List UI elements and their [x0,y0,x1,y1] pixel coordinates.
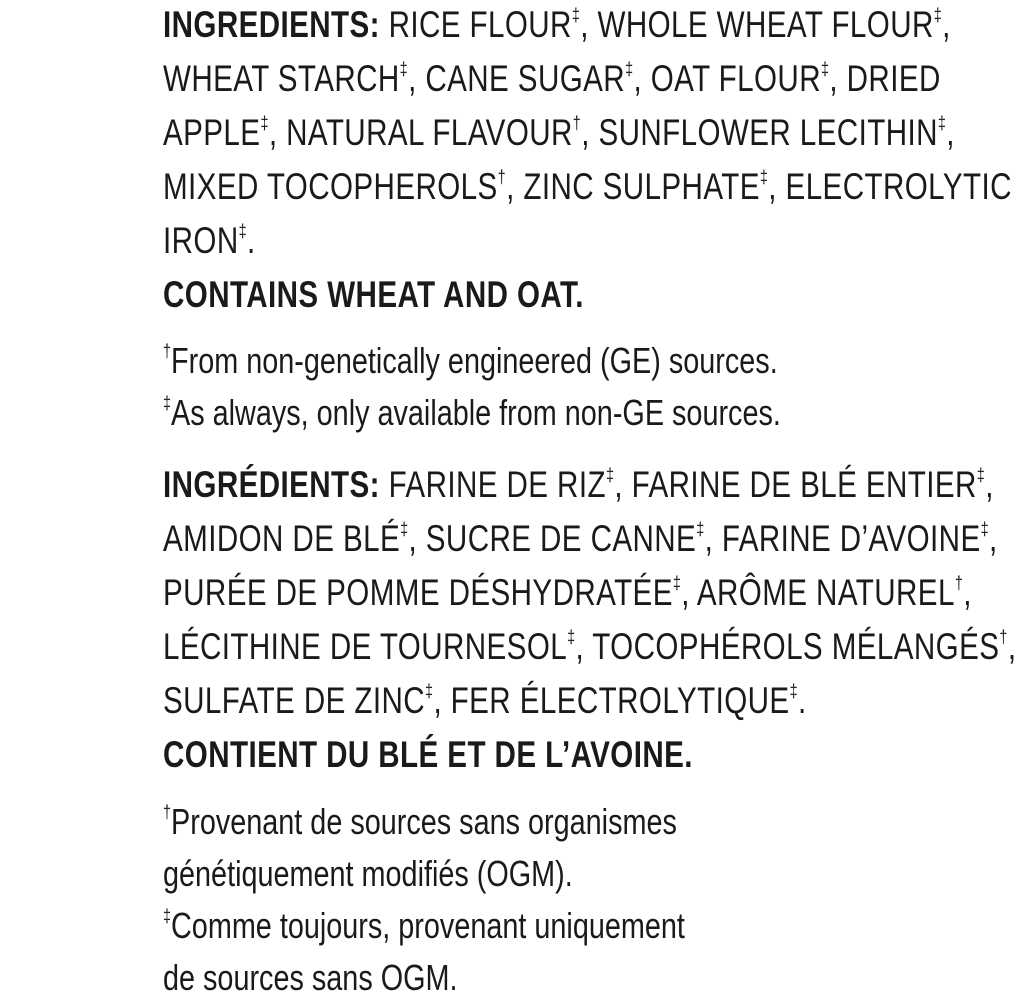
dagger-mark: † [163,802,172,822]
ingredient-text: , [985,464,994,505]
contains-statement-en: CONTAINS WHEAT AND OAT. [163,274,584,315]
footnotes-en [163,334,843,438]
ingredient-text: , SUCRE DE CANNE [408,518,697,559]
double-dagger-mark: ‡ [672,573,682,593]
ingredient-text: , [989,518,998,559]
ingredient-text: LÉCITHINE DE TOURNESOL [163,626,568,667]
ingredient-text: WHEAT STARCH [163,58,400,99]
ingredient-text: , [963,572,972,613]
double-dagger-mark: ‡ [425,681,434,701]
footnote-ddagger-text: As always, only available from non-GE sources. [171,392,781,433]
double-dagger-mark: ‡ [567,627,576,647]
double-dagger-mark: ‡ [399,59,409,79]
double-dagger-mark: ‡ [260,113,269,133]
ingredient-text: . [247,220,256,261]
dagger-mark: † [572,113,582,133]
ingredients-en-line [163,214,843,268]
ingredient-text: , FARINE DE BLÉ ENTIER [614,464,977,505]
footnote-dagger-text-line1: Provenant de sources sans organismes [171,801,677,842]
ingredient-text: , WHOLE WHEAT FLOUR [580,4,934,45]
footnote-dagger-en [163,334,843,386]
footnote-dagger-fr [163,795,843,847]
ingredient-text: , DRIED [829,58,941,99]
ingredients-en-line [163,0,951,52]
ingredients-heading-fr: INGRÉDIENTS: [163,464,380,505]
double-dagger-mark: ‡ [625,59,634,79]
ingredient-text: , [942,4,951,45]
ingredients-fr-line-content [380,464,994,505]
double-dagger-mark: ‡ [759,167,769,187]
double-dagger-mark: ‡ [820,59,830,79]
footnote-ddagger-text-line1: Comme toujours, provenant uniquement [171,905,685,946]
ingredients-fr-line [163,512,998,566]
double-dagger-mark: ‡ [163,393,172,413]
ingredients-fr-line [163,620,1016,674]
ingredient-text: , TOCOPHÉROLS MÉLANGÉS [575,626,1000,667]
ingredient-text: , NATURAL FLAVOUR [268,112,573,153]
ingredient-text: , ELECTROLYTIC [768,166,1012,207]
footnote-dagger-text: From non-genetically engineered (GE) sources. [171,340,778,381]
dagger-mark: † [163,341,172,361]
double-dagger-mark: ‡ [696,519,705,539]
footnotes-fr [163,795,843,1003]
ingredients-fr-line [163,566,972,620]
double-dagger-mark: ‡ [163,906,172,926]
double-dagger-mark: ‡ [238,221,248,241]
double-dagger-mark: ‡ [937,113,947,133]
ingredient-text: SULFATE DE ZINC [163,680,426,721]
ingredient-text: , ZINC SULPHATE [506,166,760,207]
ingredient-text: FARINE DE RIZ [379,464,606,505]
double-dagger-mark: ‡ [571,5,581,25]
ingredient-text: PURÉE DE POMME DÉSHYDRATÉE [163,572,673,613]
ingredient-text: , SUNFLOWER LECITHIN [581,112,938,153]
ingredient-text: , FARINE D’AVOINE [704,518,981,559]
ingredients-en-line-content [380,4,951,45]
dagger-mark: † [999,627,1008,647]
double-dagger-mark: ‡ [789,681,798,701]
double-dagger-mark: ‡ [933,5,943,25]
ingredient-text: , [946,112,955,153]
ingredient-text: . [797,680,807,721]
ingredient-text: , [1007,626,1016,667]
ingredient-text: APPLE [163,112,261,153]
ingredient-text: IRON [163,220,239,261]
ingredient-text: MIXED TOCOPHEROLS [163,166,498,207]
double-dagger-mark: ‡ [400,519,409,539]
double-dagger-mark: ‡ [605,465,615,485]
ingredient-text: , CANE SUGAR [408,58,626,99]
dagger-mark: † [954,573,964,593]
ingredients-heading-en: INGREDIENTS: [163,4,380,45]
ingredients-fr-line [163,674,843,728]
ingredients-en-line [163,106,955,160]
ingredient-text: AMIDON DE BLÉ [163,518,401,559]
ingredient-text: , FER ÉLECTROLYTIQUE [433,680,790,721]
ingredients-fr [163,458,1016,782]
double-dagger-mark: ‡ [976,465,986,485]
ingredient-text: , ARÔME NATUREL [681,572,955,613]
ingredient-text: RICE FLOUR [379,4,572,45]
double-dagger-mark: ‡ [980,519,990,539]
ingredients-en-line [163,160,1012,214]
contains-statement-fr: CONTIENT DU BLÉ ET DE L’AVOINE. [163,734,693,775]
ingredients-en-line [163,52,941,106]
ingredient-text: , OAT FLOUR [633,58,821,99]
footnote-dagger-fr-cont: génétiquement modifiés (OGM). [163,853,573,894]
footnote-ddagger-en [163,386,843,438]
ingredients-en [163,0,1012,322]
ingredients-fr-line [163,458,994,512]
footnote-ddagger-fr-cont: de sources sans OGM. [163,957,458,998]
dagger-mark: † [497,167,507,187]
footnote-ddagger-fr [163,899,843,951]
